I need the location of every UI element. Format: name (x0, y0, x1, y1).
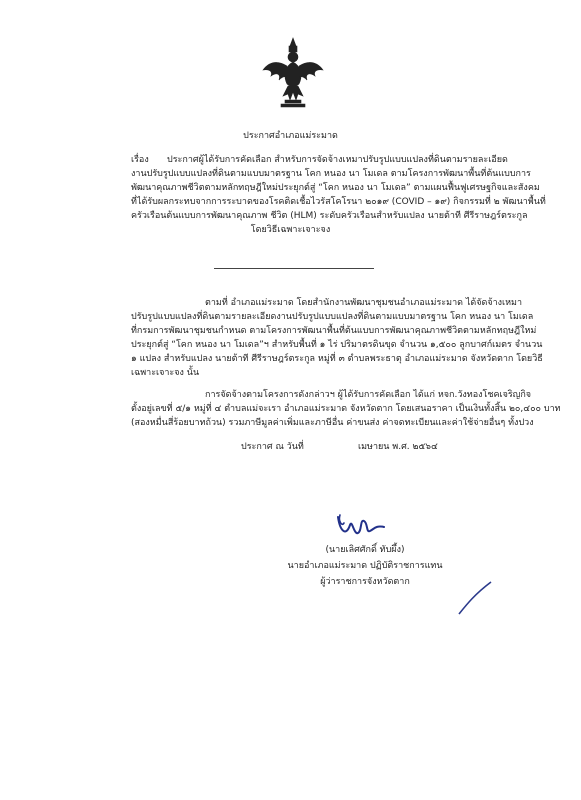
announce-date-month-year: เมษายน พ.ศ. ๒๕๖๔ (358, 442, 438, 452)
paragraph-line: เฉพาะเจาะจง นั้น (131, 368, 200, 378)
subject-label: เรื่อง (131, 155, 149, 165)
subject-line: ที่ได้รับผลกระทบจากการระบาดของโรคติดเชื้อไวรัสโคโรนา ๒๐๑๙ (COVID – ๑๙) กิจกรรมที่ ๒ พัฒนาพื้นที่ (131, 197, 546, 207)
handwritten-signature-icon (334, 507, 394, 541)
subject-line: พัฒนาคุณภาพชีวิตตามหลักทฤษฎีใหม่ประยุกต์สู่ “โคก หนอง นา โมเดล” ตามแผนฟื้นฟูเศรษฐกิจและสังคม (131, 183, 540, 193)
signer-position: ผู้ว่าราชการจังหวัดตาก (320, 577, 410, 587)
subject-line: ประกาศผู้ได้รับการคัดเลือก สำหรับการจัดจ้างเหมาปรับรูปแบบแปลงที่ดินตามรายละเอียด (167, 155, 508, 165)
paragraph-line: ที่กรมการพัฒนาชุมชนกำหนด ตามโครงการพัฒนาพื้นที่ต้นแบบการพัฒนาคุณภาพชีวิตตามหลักทฤษฎีใหม่ (131, 326, 537, 336)
paragraph-line: ตั้งอยู่เลขที่ ๕/๑ หมู่ที่ ๔ ตำบลแม่จะเรา อำเภอแม่ระมาด จังหวัดตาก โดยเสนอราคา เป็นเงินทั้งสิ้น ๒๐,๔๐๐ บาท (131, 404, 561, 414)
garuda-emblem-icon (261, 36, 325, 110)
signer-name: (นายเลิศศักดิ์ ทับผึ้ง) (325, 545, 405, 555)
subject-line: งานปรับรูปแบบแปลงที่ดินตามแบบมาตรฐาน โคก หนอง นา โมเดล ตามโครงการพัฒนาพื้นที่ต้นแบบการ (131, 169, 531, 179)
signer-position: นายอำเภอแม่ระมาด ปฏิบัติราชการแทน (287, 561, 443, 571)
subject-line: โดยวิธีเฉพาะเจาะจง (250, 225, 331, 235)
paragraph-line: (สองหมื่นสี่ร้อยบาทถ้วน) รวมภาษีมูลค่าเพิ่มและภาษีอื่น ค่าขนส่ง ค่าจดทะเบียนและค่าใช้จ่ายอื่นๆ ทั้งปวง (131, 418, 534, 428)
paragraph-line: ประยุกต์สู่ “โคก หนอง นา โมเดล”ฯ สำหรับพื้นที่ ๑ ไร่ ปริมาตรดินขุด จำนวน ๑,๕๐๐ ลูกบาศก์เมตร จำนวน (131, 340, 543, 350)
subject-line: ครัวเรือนต้นแบบการพัฒนาคุณภาพ ชีวิต (HLM) ระดับครัวเรือนสำหรับแปลง นายต้าที ศีรีราษฎร์ตระกูล (131, 211, 528, 221)
document-title: ประกาศอำเภอแม่ระมาด (243, 131, 338, 141)
paragraph-line: ตามที่ อำเภอแม่ระมาด โดยสำนักงานพัฒนาชุมชนอำเภอแม่ระมาด ได้จัดจ้างเหมา (205, 298, 523, 308)
section-divider (214, 268, 374, 269)
paragraph-line: ๑ แปลง สำหรับแปลง นายต้าที ศีรีราษฎร์ตระกูล หมู่ที่ ๓ ตำบลพระธาตุ อำเภอแม่ระมาด จังหวัดตาก โดยวิธี (131, 354, 543, 364)
announce-date-prefix: ประกาศ ณ วันที่ (241, 442, 304, 452)
paragraph-line: การจัดจ้างตามโครงการดังกล่าวฯ ผู้ได้รับการคัดเลือก ได้แก่ หจก.วังทองโชคเจริญกิจ (205, 390, 532, 400)
paragraph-line: ปรับรูปแบบแปลงที่ดินตามรายละเอียดงานปรับรูปแบบแปลงที่ดินตามแบบมาตรฐาน โคก หนอง นา โมเดล (131, 312, 534, 322)
